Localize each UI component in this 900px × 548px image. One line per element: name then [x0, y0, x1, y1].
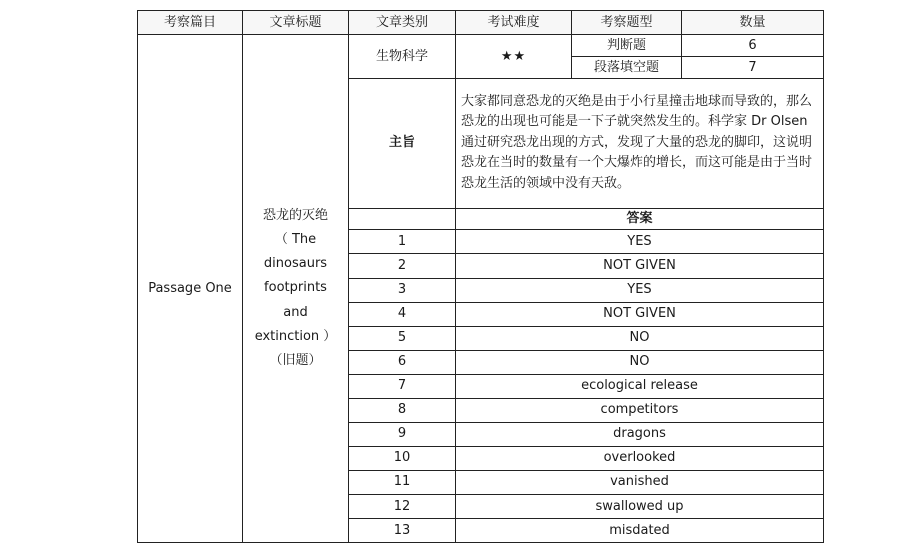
header-passage: 考察篇目: [138, 11, 243, 35]
answers-label: 答案: [456, 208, 824, 230]
answer-value: YES: [456, 278, 824, 302]
category-cell: 生物科学: [349, 35, 456, 79]
info-row-1: [138, 35, 824, 57]
header-row: [138, 11, 824, 35]
question-type-cell: 判断题: [572, 35, 682, 57]
difficulty-cell: ★★: [456, 35, 572, 79]
answer-value: ecological release: [456, 374, 824, 398]
header-difficulty: 考试难度: [456, 11, 572, 35]
answer-value: swallowed up: [456, 494, 824, 518]
answer-value: competitors: [456, 398, 824, 422]
title-line: and: [283, 304, 308, 320]
answer-number: 4: [349, 302, 456, 326]
answer-number: 10: [349, 446, 456, 470]
answer-number: 12: [349, 494, 456, 518]
answer-number: 1: [349, 230, 456, 254]
title-line: footprints: [264, 280, 327, 296]
question-count-cell: 6: [682, 35, 824, 57]
answer-number: 7: [349, 374, 456, 398]
answer-number: 5: [349, 326, 456, 350]
answer-value: overlooked: [456, 446, 824, 470]
answer-number: 3: [349, 278, 456, 302]
answer-value: NO: [456, 326, 824, 350]
answer-number: 9: [349, 422, 456, 446]
answer-number: 11: [349, 470, 456, 494]
header-title: 文章标题: [243, 11, 349, 35]
summary-text: 大家都同意恐龙的灭绝是由于小行星撞击地球而导致的，那么恐龙的出现也可能是一下子就突然发生的。科学家 Dr Olsen 通过研究恐龙出现的方式，发现了大量的恐龙的脚印，这说明恐龙在当时的数量有一个大爆炸的增长，而这可能是由于当时恐龙生活的领域中没有天敌。: [456, 78, 824, 208]
question-type-cell: 段落填空题: [572, 56, 682, 78]
answer-value: NOT GIVEN: [456, 302, 824, 326]
header-category: 文章类别: [349, 11, 456, 35]
answer-value: NO: [456, 350, 824, 374]
answer-number: 13: [349, 518, 456, 542]
answer-value: YES: [456, 230, 824, 254]
title-line: （ The: [274, 232, 317, 248]
question-count-cell: 7: [682, 56, 824, 78]
title-line: extinction ）: [254, 328, 337, 344]
answer-no-header-empty: [349, 208, 456, 230]
header-count: 数量: [682, 11, 824, 35]
answer-value: misdated: [456, 518, 824, 542]
title-line: （旧题）: [269, 352, 322, 368]
title-line: dinosaurs: [263, 256, 328, 272]
answer-number: 6: [349, 350, 456, 374]
answer-number: 8: [349, 398, 456, 422]
passage-cell: Passage One: [138, 35, 243, 543]
title-line: 恐龙的灭绝: [262, 208, 328, 224]
header-question-type: 考察题型: [572, 11, 682, 35]
answer-value: dragons: [456, 422, 824, 446]
article-title-cell: [243, 35, 349, 543]
passage-info-table: [137, 10, 824, 543]
answer-number: 2: [349, 254, 456, 278]
answer-value: NOT GIVEN: [456, 254, 824, 278]
summary-label: 主旨: [349, 78, 456, 208]
answer-value: vanished: [456, 470, 824, 494]
